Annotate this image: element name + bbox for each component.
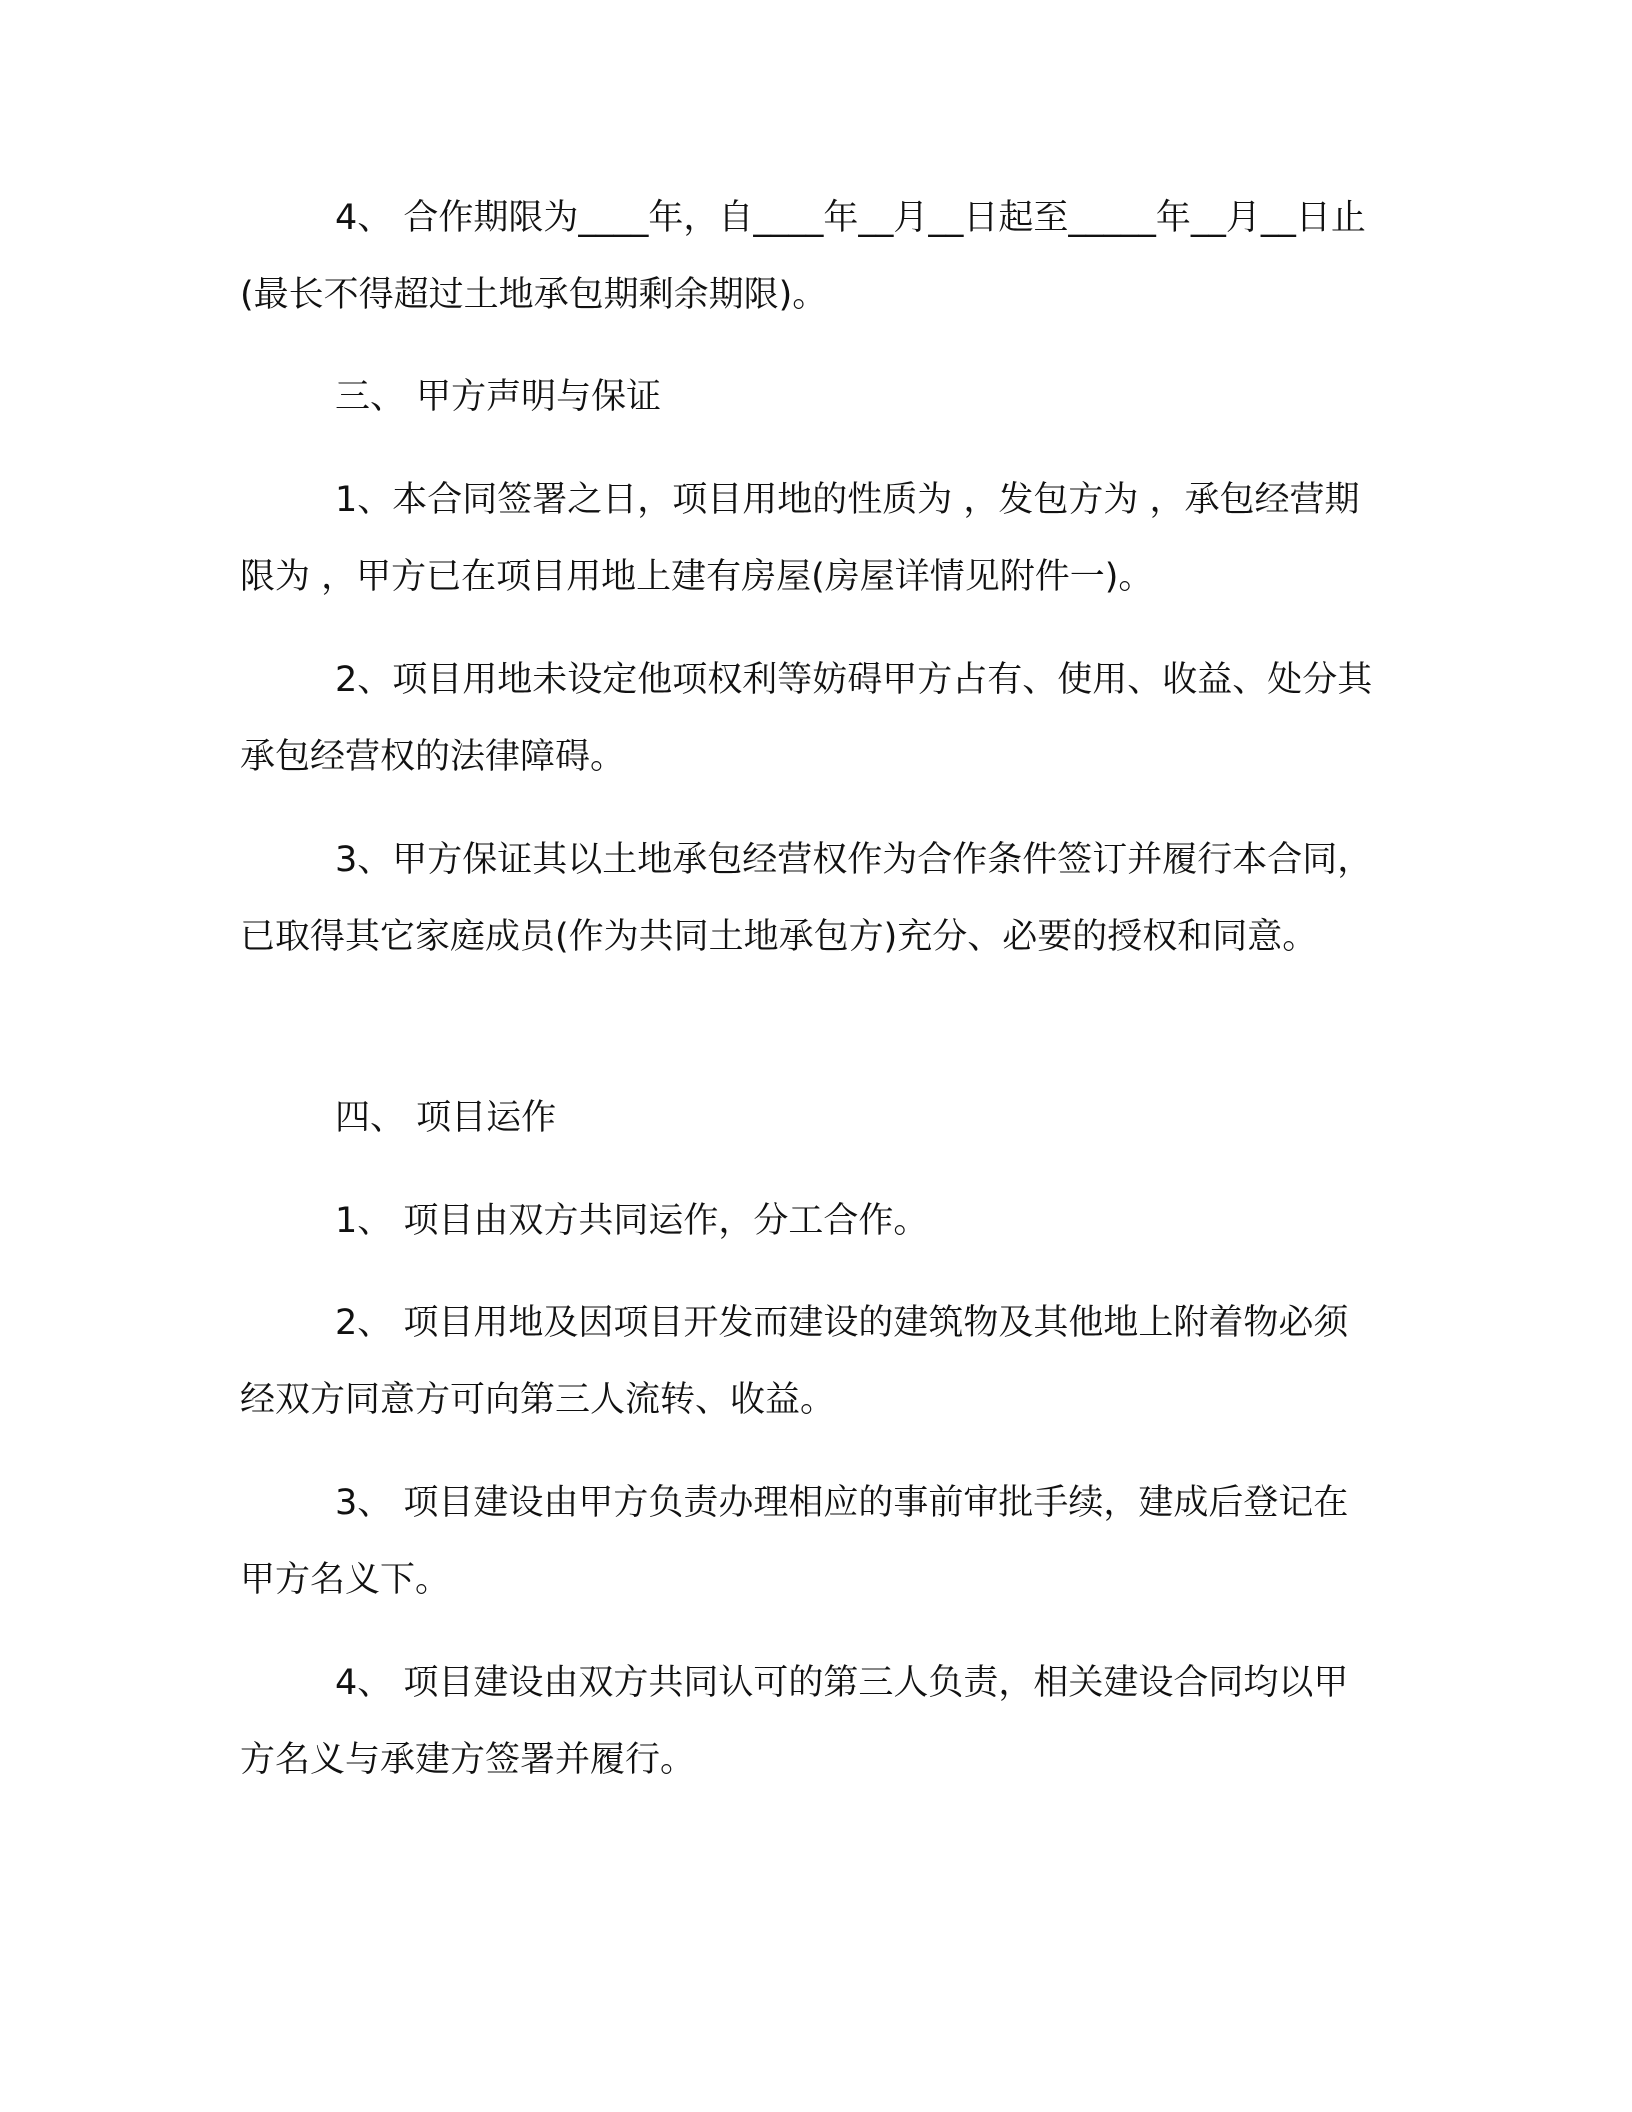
clause-approval-procedures: 3、 项目建设由甲方负责办理相应的事前审批手续，建成后登记在甲方名义下。 — [240, 1483, 1349, 1600]
clause-joint-operation: 1、 项目由双方共同运作，分工合作。 — [335, 1201, 929, 1241]
clause-no-legal-obstacles: 2、项目用地未设定他项权利等妨碍甲方占有、使用、收益、处分其承包经营权的法律障碍。 — [240, 660, 1373, 777]
clause-family-authorization: 3、甲方保证其以土地承包经营权作为合作条件签订并履行本合同，已取得其它家庭成员(作为共同土地承包方)充分、必要的授权和同意。 — [240, 840, 1373, 957]
section-heading-project-operation: 四、 项目运作 — [335, 1098, 557, 1138]
clause-transfer-consent: 2、 项目用地及因项目开发而建设的建筑物及其他地上附着物必须经双方同意方可向第三人流转、收益。 — [240, 1303, 1349, 1420]
clause-land-nature: 1、本合同签署之日，项目用地的性质为 ，发包方为 ，承包经营期限为 ，甲方已在项目用地上建有房屋(房屋详情见附件一)。 — [240, 480, 1360, 597]
section-heading-party-a-declarations: 三、 甲方声明与保证 — [335, 377, 662, 417]
clause-cooperation-term: 4、 合作期限为____年，自____年__月__日起至_____年__月__日止(最长不得超过土地承包期剩余期限)。 — [240, 198, 1366, 315]
clause-construction-contracts: 4、 项目建设由双方共同认可的第三人负责，相关建设合同均以甲方名义与承建方签署并履行。 — [240, 1663, 1349, 1780]
